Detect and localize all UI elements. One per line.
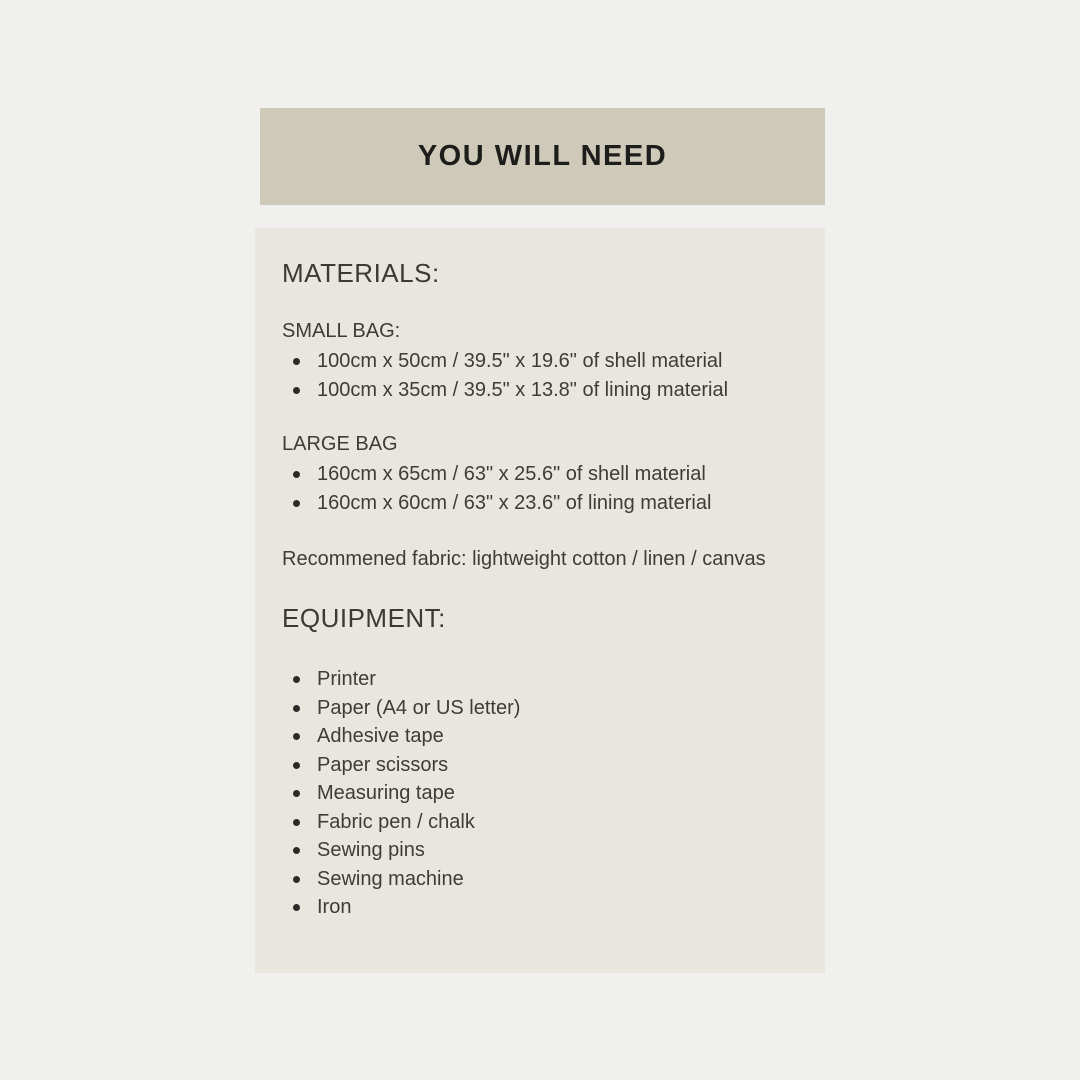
large-bag-label: LARGE BAG <box>282 433 398 455</box>
large-bag-list <box>282 460 798 517</box>
list-item: Measuring tape <box>282 779 798 808</box>
list-item: Iron <box>282 893 798 922</box>
equipment-heading: EQUIPMENT: <box>282 603 446 633</box>
content-panel <box>255 228 825 973</box>
list-item: 100cm x 35cm / 39.5" x 13.8" of lining material <box>282 376 798 405</box>
list-item: Sewing pins <box>282 836 798 865</box>
list-item: Paper scissors <box>282 751 798 780</box>
list-item: Printer <box>282 665 798 694</box>
list-item: Sewing machine <box>282 865 798 894</box>
header-band <box>260 108 825 205</box>
materials-heading: MATERIALS: <box>282 258 440 288</box>
small-bag-list <box>282 347 798 404</box>
list-item: Paper (A4 or US letter) <box>282 694 798 723</box>
list-item: 160cm x 65cm / 63" x 25.6" of shell material <box>282 460 798 489</box>
fabric-recommendation-note: Recommened fabric: lightweight cotton / linen / canvas <box>282 548 766 570</box>
page-title: YOU WILL NEED <box>417 140 668 172</box>
equipment-list <box>282 665 798 922</box>
list-item: Adhesive tape <box>282 722 798 751</box>
small-bag-label: SMALL BAG: <box>282 320 401 342</box>
list-item: 100cm x 50cm / 39.5" x 19.6" of shell material <box>282 347 798 376</box>
list-item: Fabric pen / chalk <box>282 808 798 837</box>
list-item: 160cm x 60cm / 63" x 23.6" of lining material <box>282 489 798 518</box>
